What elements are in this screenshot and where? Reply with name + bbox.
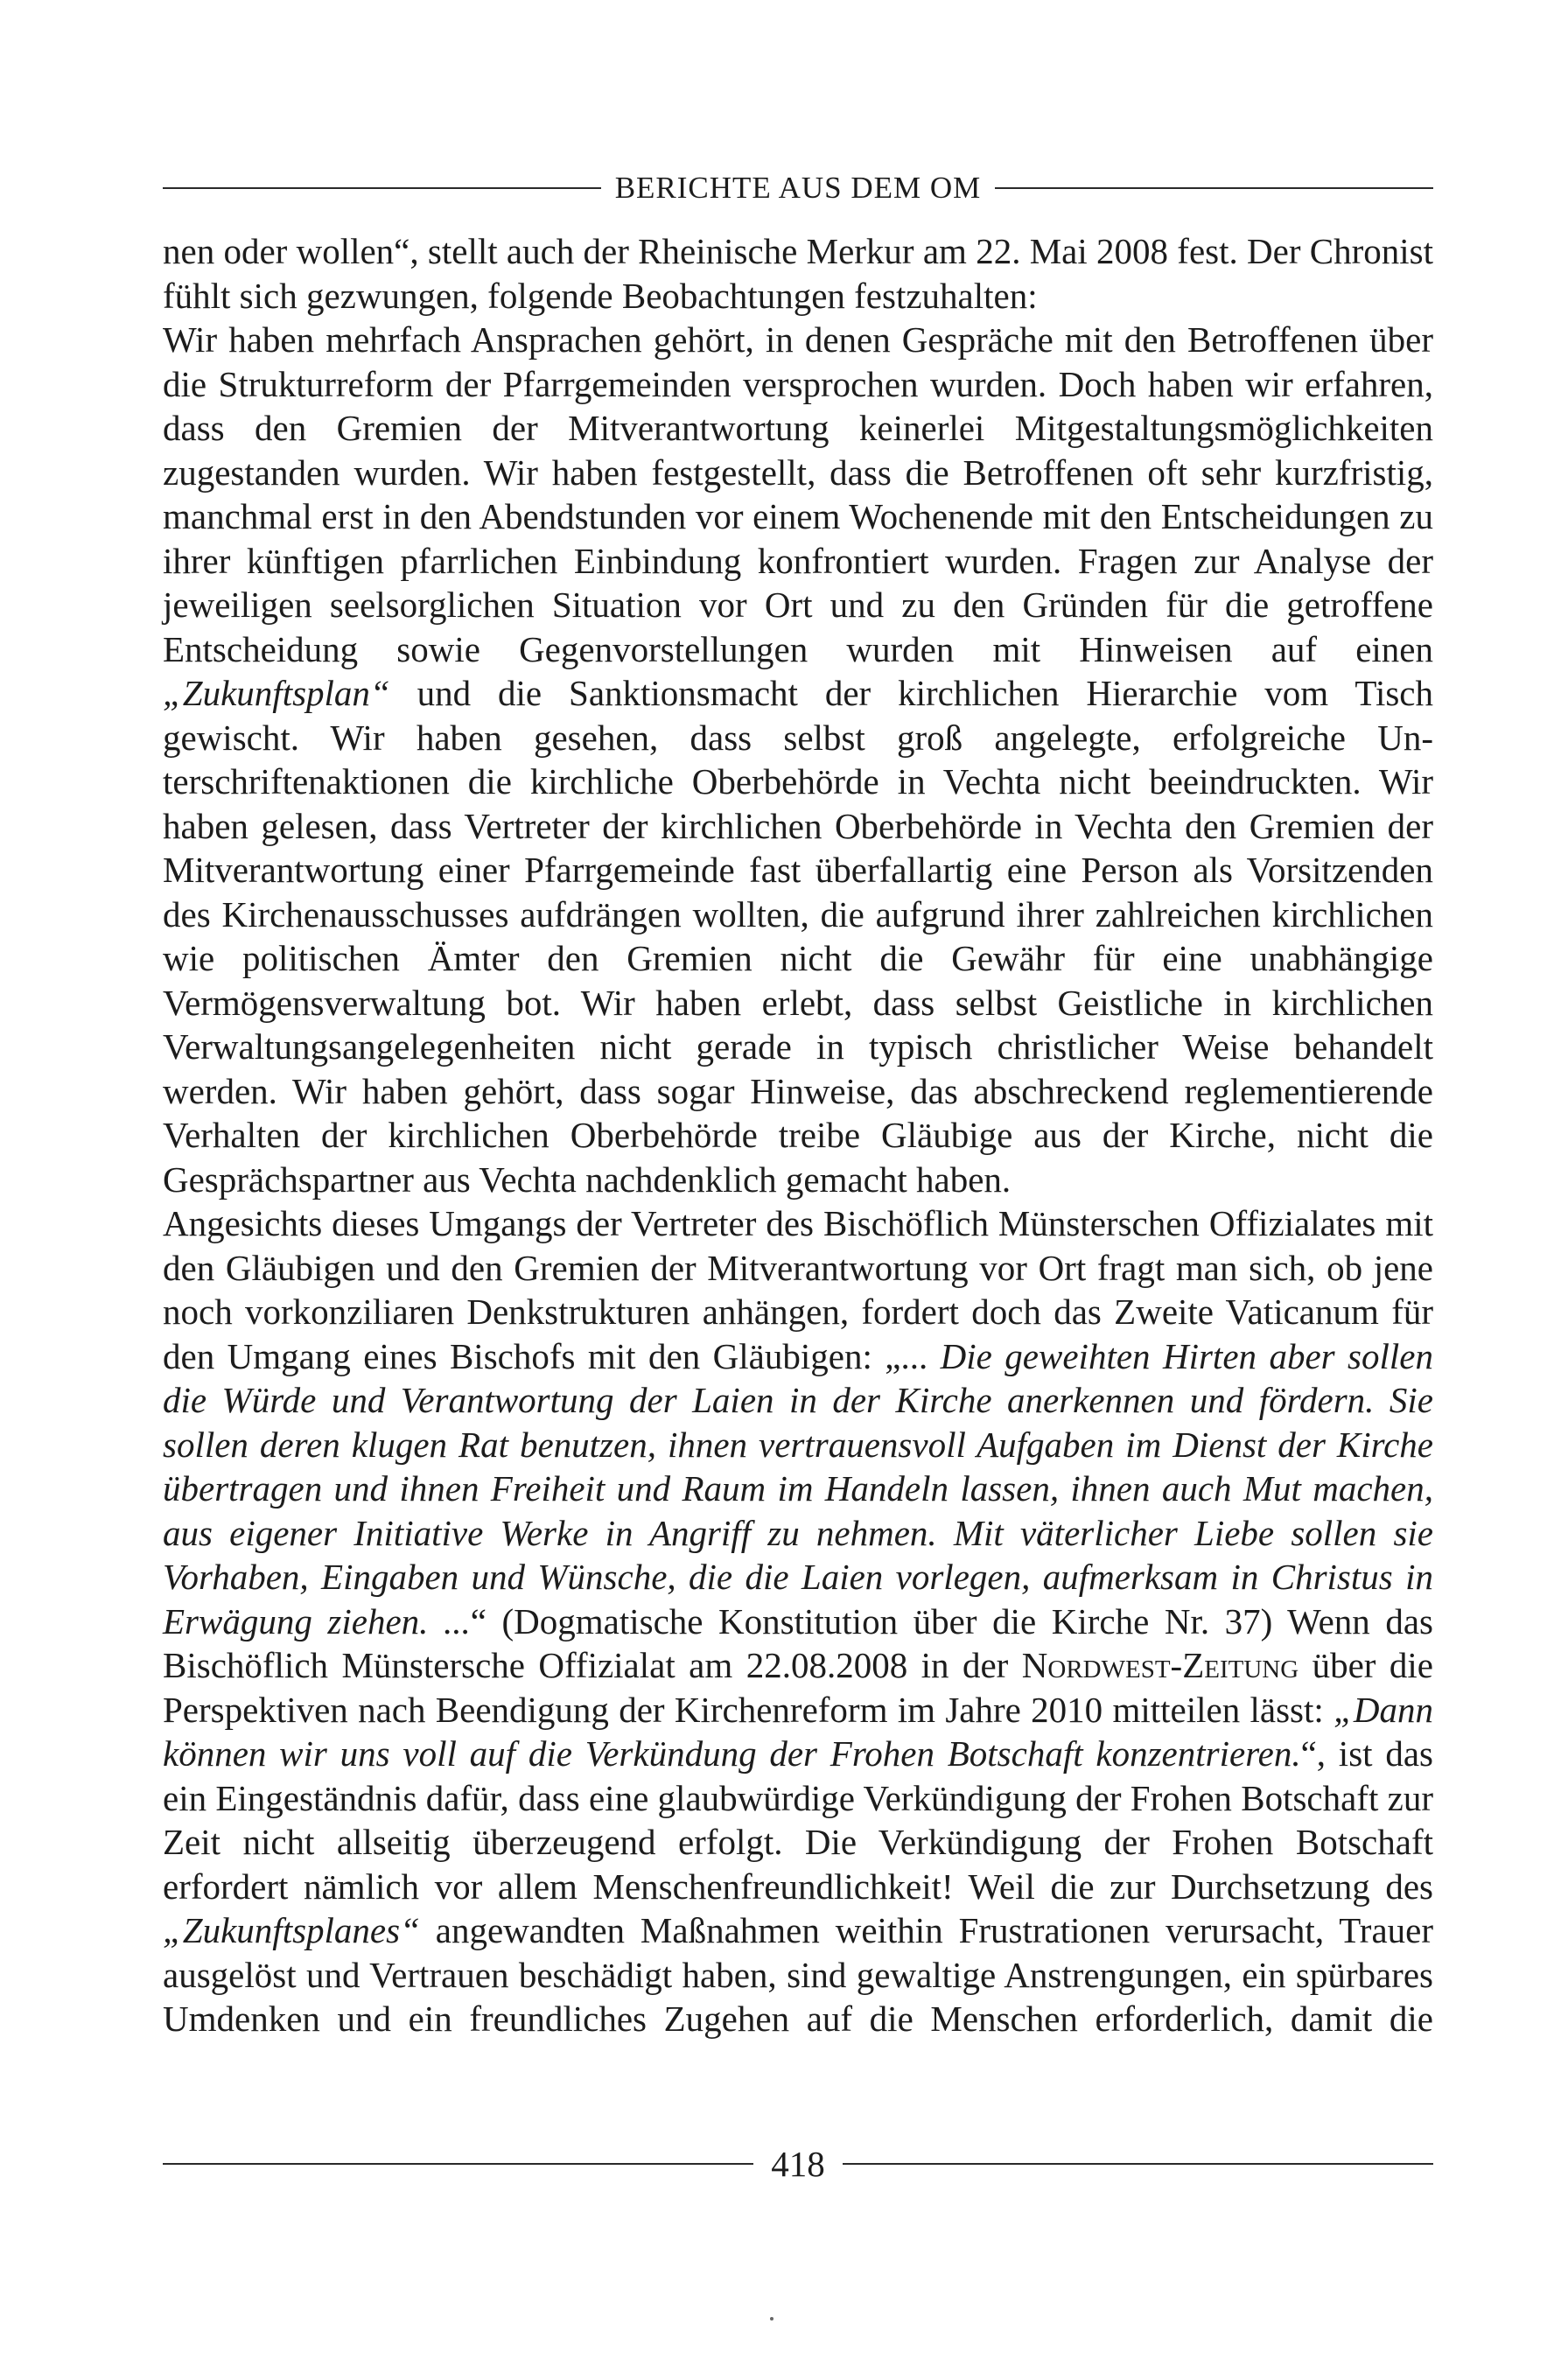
text-run: nen oder wollen“, stellt auch der Rheinische Merkur am 22. Mai 2008 fest. Der Chronist fühlt sich gezwungen, folgende Beobachtungen festzuhalten: bbox=[163, 231, 1433, 316]
body-text bbox=[163, 229, 1433, 2041]
header-rule-left bbox=[163, 187, 601, 189]
header-rule-right bbox=[995, 187, 1433, 189]
page-number: 418 bbox=[771, 2144, 825, 2184]
text-run: Angesichts dieses Umgangs der Vertreter des Bischöflich Münsterschen Offizialates mit den Gläubigen und den Gremien der Mitverantwortung vor Ort fragt man sich, ob jene noch vorkonziliaren Denkstrukturen anhängen, fordert doch das Zweite Vaticanum für den Umgang eines Bischofs mit den Gläubigen: „... bbox=[163, 1203, 1433, 1376]
footer-rule-left bbox=[163, 2163, 753, 2165]
running-header-title: BERICHTE AUS DEM OM bbox=[614, 171, 982, 205]
italic-text-run: „Zukunftsplanes“ bbox=[163, 1910, 420, 1950]
paragraph bbox=[163, 229, 1433, 318]
smallcaps-text-run: Nordwest-Zeitung bbox=[1021, 1645, 1299, 1685]
scan-dot bbox=[770, 2317, 774, 2320]
text-run: Wir haben mehrfach Ansprachen gehört, in denen Gespräche mit den Betroffenen über die Strukturreform der Pfarrgemeinden versprochen wurden. Doch haben wir erfahren, dass den Gremien der Mitverantwortung keinerlei Mitgestaltungsmöglichkeiten zugestanden wurden. Wir haben festgestellt, dass die Betroffenen oft sehr kurzfristig, manchmal erst in den Abendstunden vor einem Wochenende mit den Entscheidungen zu ihrer künftigen pfarrlichen Einbindung konfrontiert wurden. Fragen zur Analyse der jeweiligen seelsorglichen Situation vor Ort und zu den Gründen für die getroffene Entscheidung sowie Gegenvorstellungen wurden mit Hinweisen auf einen bbox=[163, 319, 1433, 669]
text-run: “ (Dogmatische Konstitution über die Kirche Nr. 37) Wenn das Bischöflich Münstersche Offizialat am 22.08.2008 in der bbox=[163, 1600, 1433, 1685]
footer-rule-right bbox=[843, 2163, 1433, 2165]
italic-text-run: „Dann können wir uns voll auf die Verkündung der Frohen Botschaft konzentrieren. bbox=[163, 1689, 1433, 1774]
running-header bbox=[163, 166, 1433, 210]
italic-text-run: Die geweihten Hirten aber sollen die Würde und Verantwortung der Laien in der Kirche anerkennen und fördern. Sie sollen deren klugen Rat benutzen, ihnen vertrauensvoll Aufgaben im Dienst der Kirche übertragen und ihnen Freiheit und Raum im Handeln lassen, ihnen auch Mut machen, aus eigener Initiative Werke in Angriff zu nehmen. Mit väterlicher Liebe sollen sie Vorhaben, Eingaben und Wünsche, die die Laien vorlegen, aufmerksam in Christus in Erwägung ziehen. ... bbox=[163, 1335, 1433, 1642]
page-footer bbox=[163, 2142, 1433, 2186]
text-run: “, ist das ein Eingeständnis dafür, dass eine glaubwürdige Verkündigung der Frohen Botschaft zur Zeit nicht allseitig überzeugend erfolgt. Die Verkündigung der Frohen Botschaft erfordert nämlich vor allem Menschenfreundlichkeit! Weil die zur Durchsetzung des bbox=[163, 1733, 1433, 1907]
text-run: über die Perspektiven nach Beendigung der Kirchenreform im Jahre 2010 mitteilen lässt: bbox=[163, 1645, 1433, 1730]
italic-text-run: „Zukunftsplan“ bbox=[163, 673, 390, 713]
paragraph bbox=[163, 1201, 1433, 2041]
text-run: angewandten Maßnahmen weithin Frustrationen verursacht, Trauer ausgelöst und Vertrauen beschädigt haben, sind gewaltige Anstrengungen, ein spürbares Umdenken und ein freundliches Zugehen auf die Menschen erforderlich, damit die bbox=[163, 1910, 1433, 2039]
paragraph bbox=[163, 318, 1433, 1201]
text-run: und die Sanktionsmacht der kirchlichen Hierarchie vom Tisch gewischt. Wir haben gesehen, dass selbst groß angelegte, erfolgreiche Unterschriftenaktionen die kirchliche Oberbehörde in Vechta nicht beeindruckten. Wir haben gelesen, dass Vertreter der kirchlichen Oberbehörde in Vechta den Gremien der Mitverantwortung einer Pfarrgemeinde fast überfallartig eine Person als Vorsitzenden des Kirchenausschusses aufdrängen wollten, die aufgrund ihrer zahlreichen kirchlichen wie politischen Ämter den Gremien nicht die Gewähr für eine unabhängige Vermögensverwaltung bot. Wir haben erlebt, dass selbst Geistliche in kirchlichen Verwaltungsangelegenheiten nicht gerade in typisch christlicher Weise behandelt werden. Wir haben gehört, dass sogar Hinweise, das abschreckend reglementierende Verhalten der kirchlichen Oberbehörde treibe Gläubige aus der Kirche, nicht die Gesprächspartner aus Vechta nachdenklich gemacht haben. bbox=[163, 673, 1433, 1200]
